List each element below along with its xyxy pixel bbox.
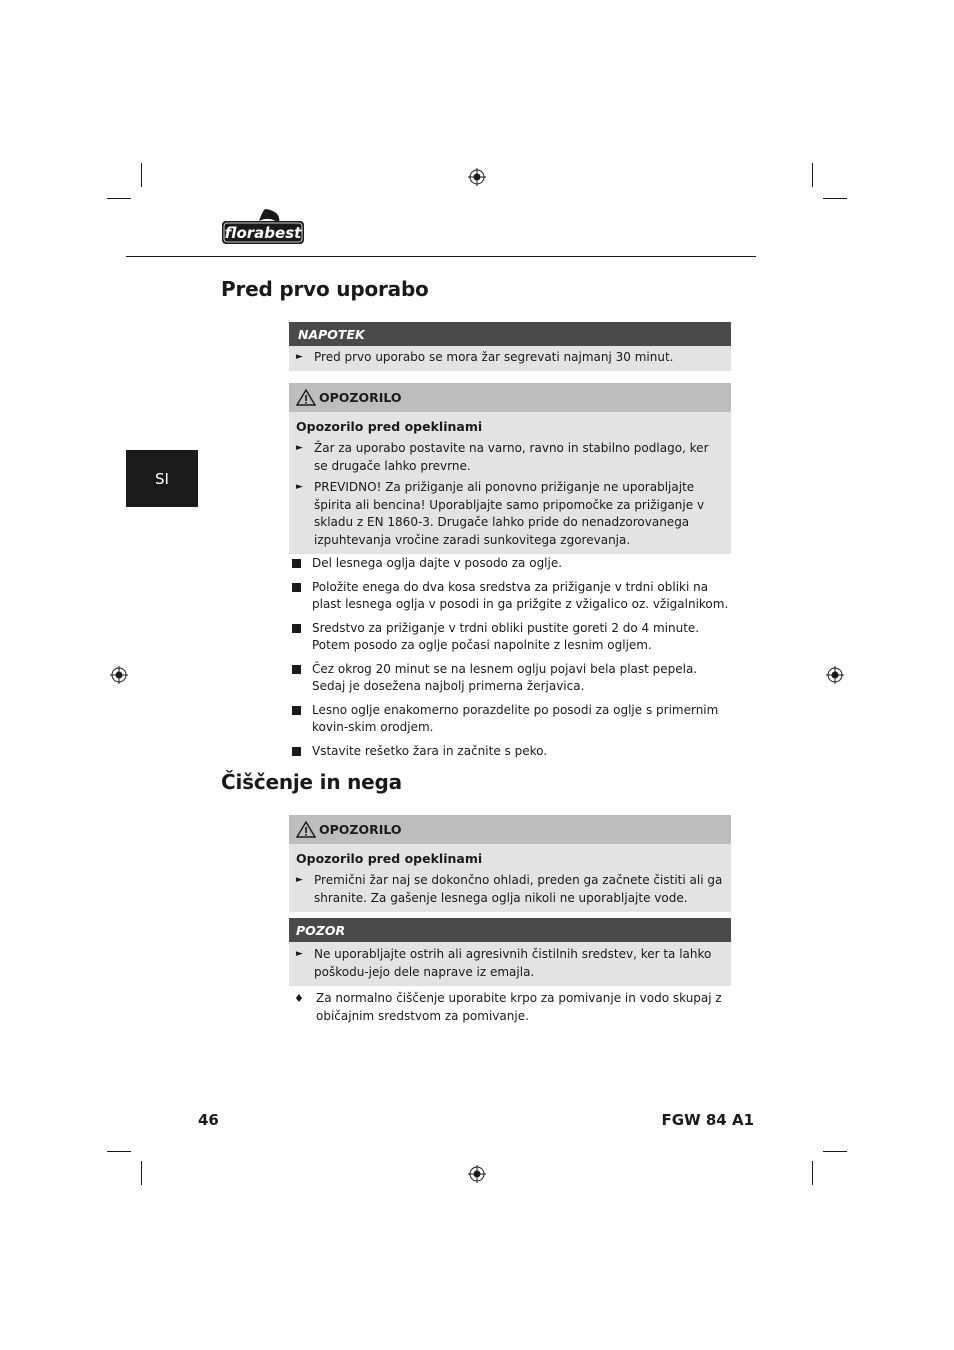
model-number: FGW 84 A1 (661, 1111, 754, 1129)
warning-item: ► Premični žar naj se dokončno ohladi, preden ga začnete čistiti ali ga shranite. Za gašenje lesnega oglja nikoli ne uporabljajte vode. (296, 873, 723, 905)
warning-item: ► Žar za uporabo postavite na varno, ravno in stabilno podlago, ker se drugače lahko prevrne. (296, 441, 709, 473)
warning-heading: OPOZORILO (289, 383, 731, 412)
caution-heading: POZOR (289, 918, 731, 942)
steps-list (292, 555, 734, 760)
square-bullet-icon (292, 706, 301, 715)
warning-box (289, 383, 731, 554)
crop-mark (107, 198, 131, 199)
note-box (289, 322, 731, 371)
note-heading: NAPOTEK (289, 322, 731, 346)
crop-mark (141, 1161, 142, 1185)
square-bullet-icon (292, 559, 301, 568)
list-item: Čez okrog 20 minut se na lesnem oglju pojavi bela plast pepela. Sedaj je dosežena najbolj primerna žerjavica. (292, 661, 734, 696)
crop-mark (107, 1151, 131, 1152)
list-item: Vstavite rešetko žara in začnite s peko. (292, 743, 734, 761)
warning-triangle-icon (296, 389, 316, 406)
language-tab: SI (126, 450, 198, 507)
arrow-bullet-icon: ► (296, 482, 303, 492)
florabest-logo (221, 207, 305, 247)
logo-text: florabest (224, 224, 302, 242)
registration-mark-icon (468, 168, 486, 186)
section-title-cleaning: Čiščenje in nega (221, 770, 402, 794)
crop-mark (823, 198, 847, 199)
warning-subheading: Opozorilo pred opeklinami (296, 851, 483, 866)
crop-mark (141, 163, 142, 187)
list-item: Del lesnega oglja dajte v posodo za oglje. (292, 555, 734, 573)
registration-mark-icon (110, 666, 128, 684)
registration-mark-icon (826, 666, 844, 684)
crop-mark (812, 163, 813, 187)
note-item: ► Pred prvo uporabo se mora žar segrevati najmanj 30 minut. (296, 349, 724, 367)
caution-item: ► Ne uporabljajte ostrih ali agresivnih čistilnih sredstev, ker ta lahko poškodu-jejo dele naprave iz emajla. (296, 947, 712, 979)
header-rule (126, 256, 756, 257)
section-title-first-use: Pred prvo uporabo (221, 277, 429, 301)
square-bullet-icon (292, 624, 301, 633)
arrow-bullet-icon: ► (296, 875, 303, 885)
warning-box (289, 815, 731, 912)
warning-item: ► PREVIDNO! Za prižiganje ali ponovno prižiganje ne uporabljajte špirita ali bencina! Uporabljajte samo pripomočke za prižiganje v skladu z EN 1860-3. Drugače lahko pride do nenadzorovanega izpuhtevanja vročine zaradi sunkovitega zgorevanja. (296, 480, 705, 547)
page-number: 46 (198, 1111, 219, 1129)
crop-mark (823, 1151, 847, 1152)
crop-mark (812, 1161, 813, 1185)
arrow-bullet-icon: ► (296, 352, 303, 362)
list-item: Lesno oglje enakomerno porazdelite po posodi za oglje s primernim kovin-skim orodjem. (292, 702, 734, 737)
warning-subheading: Opozorilo pred opeklinami (296, 419, 483, 434)
arrow-bullet-icon: ► (296, 949, 303, 959)
list-item: ♦ Za normalno čiščenje uporabite krpo za pomivanje in vodo skupaj z običajnim sredstvom za pomivanje. (294, 991, 722, 1023)
caution-box (289, 918, 731, 986)
diamond-bullet-icon: ♦ (294, 992, 304, 1005)
square-bullet-icon (292, 583, 301, 592)
square-bullet-icon (292, 747, 301, 756)
list-item: Položite enega do dva kosa sredstva za prižiganje v trdni obliki na plast lesnega oglja v posodi in ga prižgite z vžigalico oz. vžigalnikom. (292, 579, 734, 614)
arrow-bullet-icon: ► (296, 443, 303, 453)
registration-mark-icon (468, 1165, 486, 1183)
square-bullet-icon (292, 665, 301, 674)
warning-triangle-icon (296, 821, 316, 838)
list-item: Sredstvo za prižiganje v trdni obliki pustite goreti 2 do 4 minute. Potem posodo za oglje počasi napolnite z lesnim ogljem. (292, 620, 734, 655)
warning-heading: OPOZORILO (289, 815, 731, 844)
